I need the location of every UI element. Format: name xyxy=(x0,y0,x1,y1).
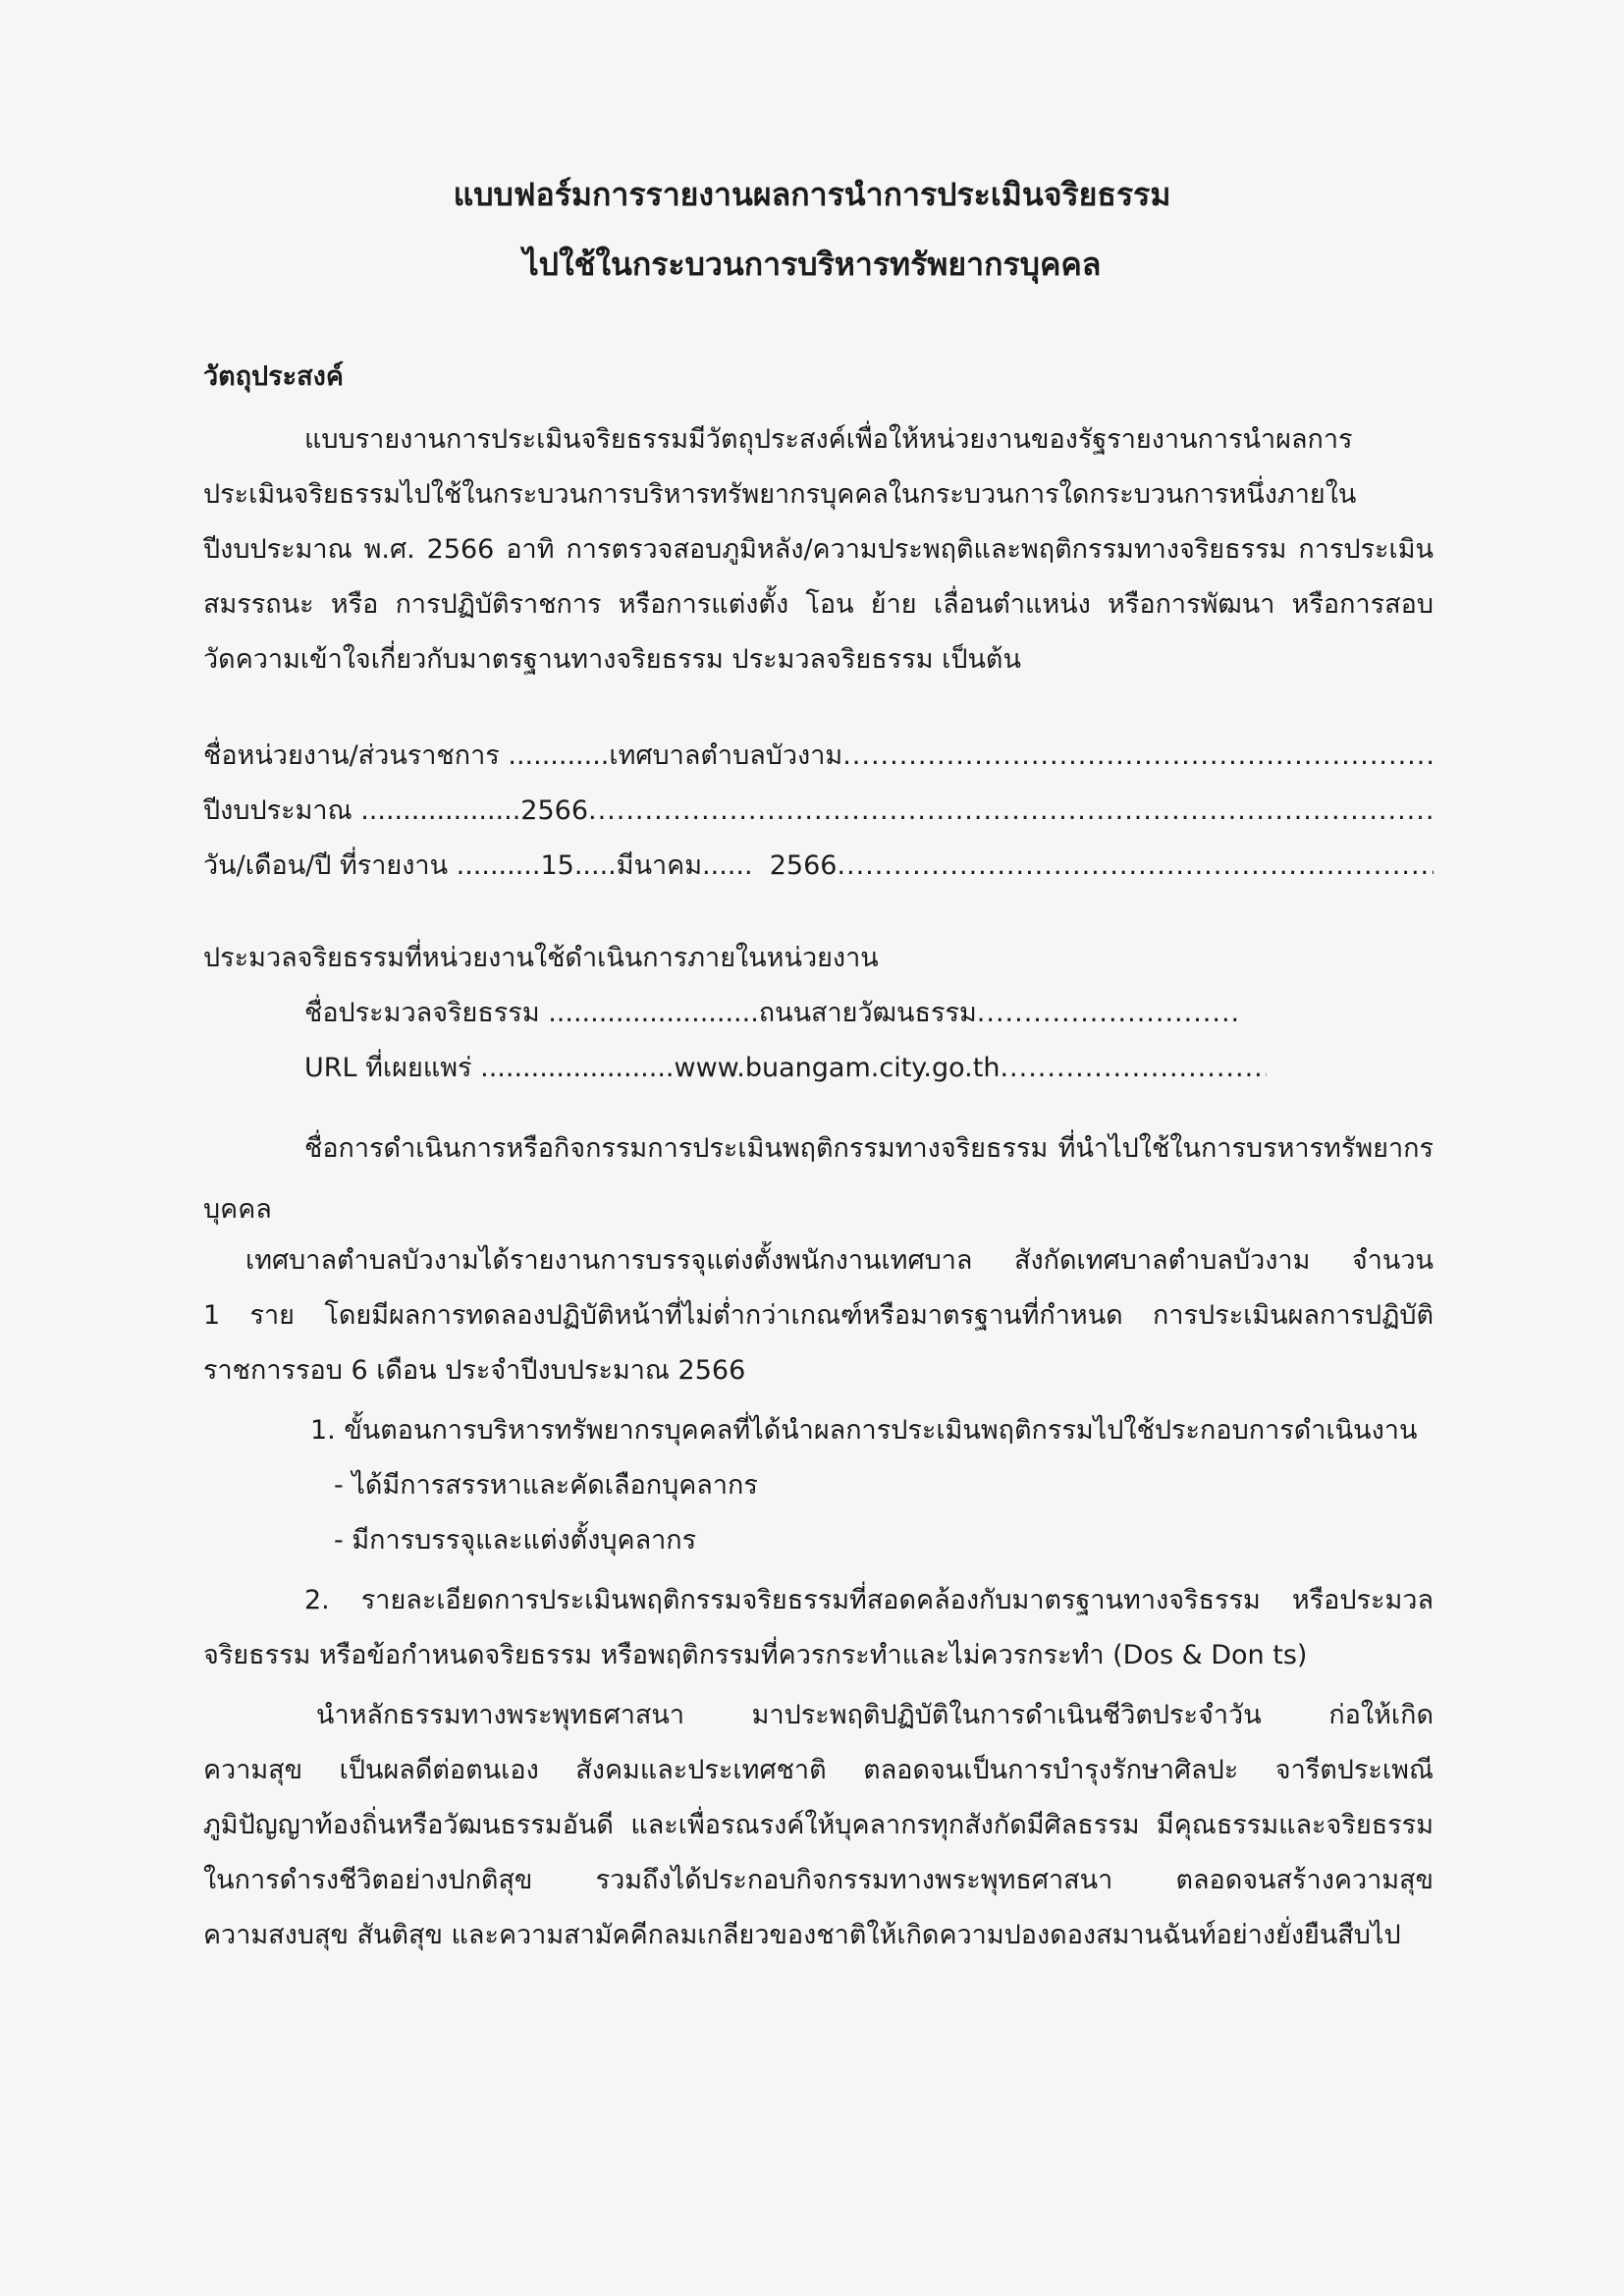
report-year: 2566 xyxy=(769,850,838,881)
fiscal-year-label: ปีงบประมาณ xyxy=(203,795,352,826)
document-title-line-2: ไปใช้ในกระบวนการบริหารทรัพยากรบุคคล xyxy=(522,246,1102,283)
code-name-field: ชื่อประมวลจริยธรรม ......................... ถนนสายวัฒนธรรม ..... xyxy=(304,994,1237,1033)
step-1-item-2: - มีการบรรจุและแต่งตั้งบุคลากร xyxy=(334,1525,697,1556)
report-month: มีนาคม xyxy=(616,850,703,881)
agency-label: ชื่อหน่วยงาน/ส่วนราชการ xyxy=(203,740,500,771)
detail-line-5: ความสงบสุข สันติสุข และความสามัคคีกลมเกลียวของชาติให้เกิดความปองดองสมานฉันท์อย่างยั่งยืนสืบไป xyxy=(203,1920,1401,1950)
report-day: 15 xyxy=(540,850,574,881)
objective-line-2: ประเมินจริยธรรมไปใช้ในกระบวนการบริหารทรัพยากรบุคคลในกระบวนการใดกระบวนการหนึ่งภายใน xyxy=(203,479,1357,510)
step-1: 1. ขั้นตอนการบริหารทรัพยากรบุคคลที่ได้นำผลการประเมินพฤติกรรมไปใช้ประกอบการดำเนินงาน xyxy=(310,1415,1418,1446)
objective-heading: วัตถุประสงค์ xyxy=(203,361,344,392)
document-title-line-1: แบบฟอร์มการรายงานผลการนำการประเมินจริยธรรม xyxy=(453,176,1171,213)
agency-value: เทศบาลตำบลบัวงาม xyxy=(609,740,843,771)
summary-line-3: ราชการรอบ 6 เดือน ประจำปีงบประมาณ 2566 xyxy=(203,1355,746,1386)
objective-line-1: แบบรายงานการประเมินจริยธรรมมีวัตถุประสงค์เพื่อให้หน่วยงานของรัฐรายงานการนำผลการ xyxy=(304,424,1353,455)
url-field: URL ที่เผยแพร่ ....................... www.buangam.city.go.th ..... xyxy=(304,1049,1267,1088)
code-intro: ประมวลจริยธรรมที่หน่วยงานใช้ดำเนินการภายในหน่วยงาน xyxy=(203,943,879,973)
step-2-line-2: จริยธรรม หรือข้อกำหนดจริยธรรม หรือพฤติกรรมที่ควรกระทำและไม่ควรกระทำ (Dos & Don ts) xyxy=(203,1640,1308,1670)
code-name-label: ชื่อประมวลจริยธรรม xyxy=(304,998,540,1028)
step-2-line-1: 2. รายละเอียดการประเมินพฤติกรรมจริยธรรมที่สอดคล้องกับมาตรฐานทางจริธรรม หรือประมวล xyxy=(304,1585,1434,1615)
report-date-label: วัน/เดือน/ปี ที่รายงาน xyxy=(203,850,449,881)
summary-line-2: 1 ราย โดยมีผลการทดลองปฏิบัติหน้าที่ไม่ต่ำกว่าเกณฑ์หรือมาตรฐานที่กำหนด การประเมินผลการปฏิบัติ xyxy=(203,1300,1434,1331)
url-label: URL ที่เผยแพร่ xyxy=(304,1053,472,1083)
fiscal-year-value: 2566 xyxy=(520,795,588,826)
agency-field: ชื่อหน่วยงาน/ส่วนราชการ ............ เทศบาลตำบลบัวงาม ..... xyxy=(203,737,1434,776)
detail-line-4: ในการดำรงชีวิตอย่างปกติสุข รวมถึงได้ประกอบกิจกรรมทางพระพุทธศาสนา ตลอดจนสร้างความสุข xyxy=(203,1865,1434,1895)
step-1-item-1: - ได้มีการสรรหาและคัดเลือกบุคลากร xyxy=(334,1470,758,1501)
fiscal-year-field: ปีงบประมาณ ................... 2566 ..... xyxy=(203,792,1434,831)
detail-line-2: ความสุข เป็นผลดีต่อตนเอง สังคมและประเทศชาติ ตลอดจนเป็นการบำรุงรักษาศิลปะ จารีตประเพณี xyxy=(203,1755,1434,1785)
summary-line-1: เทศบาลตำบลบัวงามได้รายงานการบรรจุแต่งตั้งพนักงานเทศบาล สังกัดเทศบาลตำบลบัวงาม จำนวน xyxy=(245,1245,1434,1276)
url-value: www.buangam.city.go.th xyxy=(674,1053,1001,1083)
activity-line-1: ชื่อการดำเนินการหรือกิจกรรมการประเมินพฤติกรรมทางจริยธรรม ที่นำไปใช้ในการบรหารทรัพยากร xyxy=(304,1133,1434,1164)
objective-line-4: สมรรถนะ หรือ การปฏิบัติราชการ หรือการแต่งตั้ง โอน ย้าย เลื่อนตำแหน่ง หรือการพัฒนา หรือการสอบ xyxy=(203,589,1434,620)
objective-line-3: ปีงบประมาณ พ.ศ. 2566 อาทิ การตรวจสอบภูมิหลัง/ความประพฤติและพฤติกรรมทางจริยธรรม การประเมิน xyxy=(203,534,1434,565)
activity-line-2: บุคคล xyxy=(203,1194,272,1225)
report-date-field: วัน/เดือน/ปี ที่รายงาน .......... 15 ..... มีนาคม ...... 2566 ..... xyxy=(203,847,1434,886)
detail-line-3: ภูมิปัญญาท้องถิ่นหรือวัฒนธรรมอันดี และเพื่อรณรงค์ให้บุคลากรทุกสังกัดมีศิลธรรม มีคุณธรรมและจริยธรรม xyxy=(203,1810,1434,1840)
objective-line-5: วัดความเข้าใจเกี่ยวกับมาตรฐานทางจริยธรรม ประมวลจริยธรรม เป็นต้น xyxy=(203,644,1021,675)
code-name-value: ถนนสายวัฒนธรรม xyxy=(758,998,977,1028)
detail-line-1: นำหลักธรรมทางพระพุทธศาสนา มาประพฤติปฏิบัติในการดำเนินชีวิตประจำวัน ก่อให้เกิด xyxy=(316,1700,1434,1730)
